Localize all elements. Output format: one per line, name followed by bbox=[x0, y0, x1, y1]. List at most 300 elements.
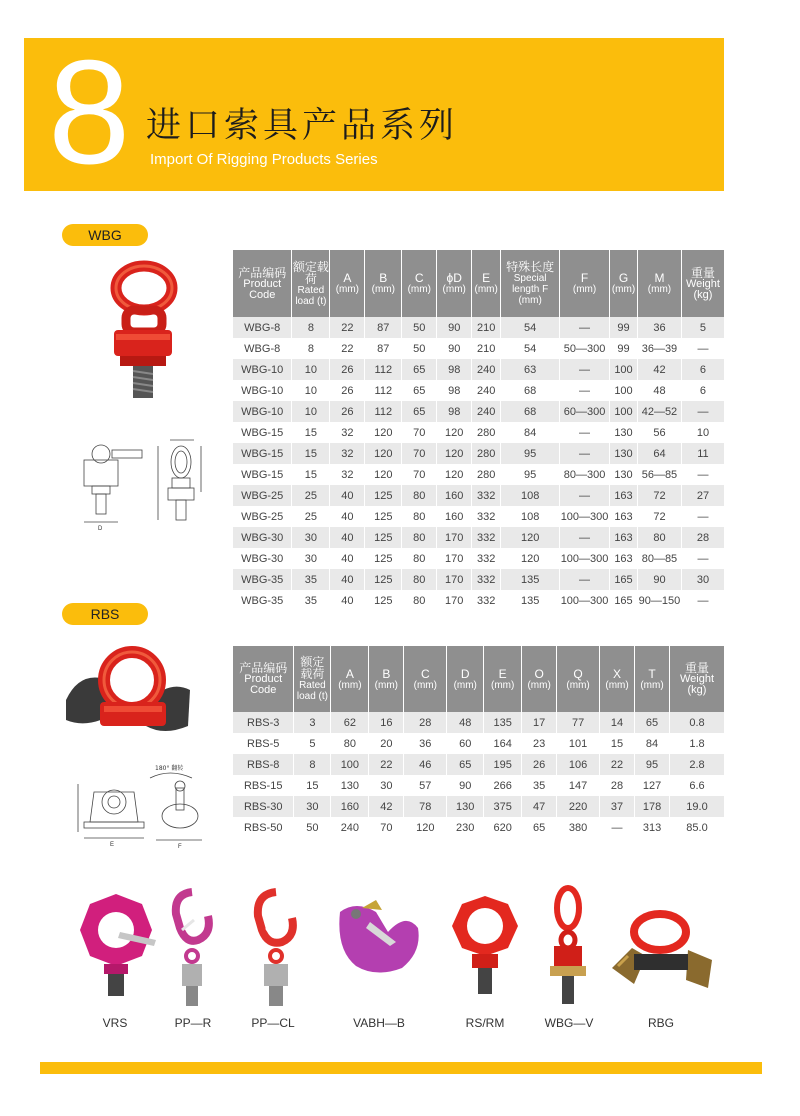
table-cell: 170 bbox=[437, 527, 472, 548]
wbg-product-photo bbox=[96, 258, 206, 408]
table-cell: 90—150 bbox=[637, 590, 681, 611]
col-g: G (mm) bbox=[610, 250, 638, 317]
table-cell: 95 bbox=[501, 464, 560, 485]
table-cell: 160 bbox=[437, 485, 472, 506]
product-label-rs-rm: RS/RM bbox=[465, 1016, 505, 1030]
col-a: A (mm) bbox=[330, 250, 365, 317]
table-cell: 2.8 bbox=[670, 754, 725, 775]
table-cell: 100 bbox=[610, 401, 638, 422]
table-cell: 100—300 bbox=[560, 506, 610, 527]
table-cell: 130 bbox=[610, 422, 638, 443]
table-cell: 15 bbox=[292, 464, 330, 485]
table-cell: 40 bbox=[330, 569, 365, 590]
wbg-spec-table bbox=[233, 250, 725, 611]
table-cell: 240 bbox=[472, 359, 501, 380]
table-cell: 170 bbox=[437, 548, 472, 569]
col-m: M (mm) bbox=[637, 250, 681, 317]
col-special-length: 特殊长度 Special length F (mm) bbox=[501, 250, 560, 317]
table-cell: 125 bbox=[365, 506, 402, 527]
table-cell: 120 bbox=[437, 422, 472, 443]
table-cell: 147 bbox=[557, 775, 600, 796]
table-cell: 36—39 bbox=[637, 338, 681, 359]
table-cell: 120 bbox=[365, 422, 402, 443]
table-cell: 78 bbox=[404, 796, 447, 817]
table-cell: 32 bbox=[330, 422, 365, 443]
table-cell: 98 bbox=[437, 359, 472, 380]
table-cell: WBG-8 bbox=[233, 317, 292, 338]
table-cell: 65 bbox=[402, 359, 437, 380]
table-cell: 80 bbox=[402, 506, 437, 527]
table-cell: 17 bbox=[522, 712, 557, 733]
table-cell: 8 bbox=[294, 754, 331, 775]
table-cell: 60—300 bbox=[560, 401, 610, 422]
table-cell: 163 bbox=[610, 506, 638, 527]
table-cell: 65 bbox=[402, 401, 437, 422]
table-cell: 163 bbox=[610, 485, 638, 506]
table-cell: 35 bbox=[522, 775, 557, 796]
table-cell: — bbox=[560, 359, 610, 380]
product-label-wbg-v: WBG—V bbox=[544, 1016, 594, 1030]
table-row bbox=[233, 775, 725, 796]
product-label-rbg: RBG bbox=[647, 1016, 674, 1030]
table-row bbox=[233, 485, 725, 506]
table-cell: 35 bbox=[292, 590, 330, 611]
table-row bbox=[233, 506, 725, 527]
product-label-vabh-b: VABH—B bbox=[353, 1016, 405, 1030]
col-f: F (mm) bbox=[560, 250, 610, 317]
footer-bar bbox=[40, 1062, 762, 1074]
table-cell: 80 bbox=[402, 485, 437, 506]
table-cell: 65 bbox=[522, 817, 557, 838]
table-cell: WBG-15 bbox=[233, 443, 292, 464]
table-cell: 30 bbox=[294, 796, 331, 817]
wbg-table-body bbox=[233, 317, 725, 611]
table-cell: 80 bbox=[402, 569, 437, 590]
table-cell: 16 bbox=[369, 712, 404, 733]
table-cell: 10 bbox=[681, 422, 724, 443]
table-cell: 5 bbox=[294, 733, 331, 754]
col-e: E (mm) bbox=[472, 250, 501, 317]
table-cell: 163 bbox=[610, 527, 638, 548]
col-d: D (mm) bbox=[447, 646, 484, 712]
table-cell: WBG-10 bbox=[233, 380, 292, 401]
table-cell: 48 bbox=[447, 712, 484, 733]
table-cell: 8 bbox=[292, 338, 330, 359]
table-cell: WBG-30 bbox=[233, 548, 292, 569]
page-title-cn: 进口索具产品系列 bbox=[146, 106, 459, 146]
table-cell: 80 bbox=[331, 733, 369, 754]
table-cell: 56—85 bbox=[637, 464, 681, 485]
wbg-technical-drawing bbox=[76, 432, 216, 532]
table-cell: 36 bbox=[637, 317, 681, 338]
table-cell: 108 bbox=[501, 485, 560, 506]
pp-cl-product-image bbox=[248, 884, 304, 1012]
table-cell: 90 bbox=[447, 775, 484, 796]
table-row bbox=[233, 359, 725, 380]
table-cell: 32 bbox=[330, 443, 365, 464]
table-cell: — bbox=[560, 317, 610, 338]
table-cell: 84 bbox=[501, 422, 560, 443]
table-cell: 22 bbox=[369, 754, 404, 775]
table-cell: RBS-5 bbox=[233, 733, 294, 754]
table-cell: 178 bbox=[635, 796, 670, 817]
table-cell: 130 bbox=[331, 775, 369, 796]
table-cell: 280 bbox=[472, 422, 501, 443]
table-cell: 332 bbox=[472, 506, 501, 527]
table-cell: 3 bbox=[294, 712, 331, 733]
table-cell: — bbox=[560, 380, 610, 401]
table-cell: 95 bbox=[501, 443, 560, 464]
table-cell: 22 bbox=[330, 317, 365, 338]
table-cell: 1.8 bbox=[670, 733, 725, 754]
table-cell: 42—52 bbox=[637, 401, 681, 422]
page-title-en: Import Of Rigging Products Series bbox=[150, 151, 378, 168]
table-cell: 100 bbox=[331, 754, 369, 775]
table-row bbox=[233, 527, 725, 548]
table-cell: RBS-15 bbox=[233, 775, 294, 796]
table-cell: 30 bbox=[681, 569, 724, 590]
table-cell: WBG-35 bbox=[233, 569, 292, 590]
table-cell: RBS-30 bbox=[233, 796, 294, 817]
table-cell: WBG-15 bbox=[233, 464, 292, 485]
table-cell: 80—300 bbox=[560, 464, 610, 485]
rbg-product-image bbox=[608, 908, 718, 996]
table-cell: 125 bbox=[365, 548, 402, 569]
svg-text:D: D bbox=[98, 526, 103, 532]
svg-text:E: E bbox=[110, 842, 115, 848]
table-cell: 0.8 bbox=[670, 712, 725, 733]
table-cell: 26 bbox=[330, 401, 365, 422]
table-cell: 27 bbox=[681, 485, 724, 506]
table-cell: 68 bbox=[501, 380, 560, 401]
table-cell: 90 bbox=[437, 338, 472, 359]
rbs-table-body bbox=[233, 712, 725, 838]
col-e: E (mm) bbox=[484, 646, 522, 712]
table-cell: 28 bbox=[600, 775, 635, 796]
table-cell: 120 bbox=[437, 443, 472, 464]
table-cell: 98 bbox=[437, 380, 472, 401]
table-cell: 37 bbox=[600, 796, 635, 817]
table-cell: 72 bbox=[637, 485, 681, 506]
table-cell: 10 bbox=[292, 380, 330, 401]
table-cell: WBG-8 bbox=[233, 338, 292, 359]
table-cell: 332 bbox=[472, 548, 501, 569]
table-cell: 240 bbox=[331, 817, 369, 838]
table-cell: 42 bbox=[369, 796, 404, 817]
table-row bbox=[233, 443, 725, 464]
table-cell: 230 bbox=[447, 817, 484, 838]
table-cell: 280 bbox=[472, 464, 501, 485]
table-cell: 70 bbox=[402, 464, 437, 485]
table-cell: 210 bbox=[472, 338, 501, 359]
table-cell: 87 bbox=[365, 317, 402, 338]
table-cell: 100 bbox=[610, 380, 638, 401]
table-cell: 64 bbox=[637, 443, 681, 464]
table-cell: 72 bbox=[637, 506, 681, 527]
table-row bbox=[233, 754, 725, 775]
vrs-product-image bbox=[72, 888, 160, 1000]
table-cell: 120 bbox=[404, 817, 447, 838]
table-cell: 120 bbox=[365, 443, 402, 464]
table-cell: — bbox=[560, 443, 610, 464]
table-cell: 20 bbox=[369, 733, 404, 754]
table-cell: 240 bbox=[472, 380, 501, 401]
table-row bbox=[233, 401, 725, 422]
table-cell: 332 bbox=[472, 527, 501, 548]
col-b: B (mm) bbox=[369, 646, 404, 712]
table-cell: 26 bbox=[330, 359, 365, 380]
table-cell: 220 bbox=[557, 796, 600, 817]
table-cell: 85.0 bbox=[670, 817, 725, 838]
table-cell: 380 bbox=[557, 817, 600, 838]
col-weight: 重量 Weight (kg) bbox=[681, 250, 724, 317]
table-cell: 15 bbox=[292, 422, 330, 443]
rbs-technical-drawing bbox=[70, 762, 210, 852]
table-cell: 25 bbox=[292, 485, 330, 506]
table-cell: 65 bbox=[402, 380, 437, 401]
table-row bbox=[233, 317, 725, 338]
table-cell: 65 bbox=[635, 712, 670, 733]
table-cell: — bbox=[600, 817, 635, 838]
table-cell: 15 bbox=[292, 443, 330, 464]
table-cell: 26 bbox=[330, 380, 365, 401]
table-cell: 26 bbox=[522, 754, 557, 775]
table-cell: 195 bbox=[484, 754, 522, 775]
table-cell: 112 bbox=[365, 401, 402, 422]
table-cell: 25 bbox=[292, 506, 330, 527]
table-cell: — bbox=[560, 527, 610, 548]
header-banner bbox=[24, 30, 724, 195]
rbs-product-photo bbox=[60, 640, 200, 740]
product-label-pp-r: PP—R bbox=[174, 1016, 212, 1030]
table-row bbox=[233, 712, 725, 733]
table-cell: — bbox=[560, 485, 610, 506]
table-cell: 30 bbox=[292, 548, 330, 569]
table-cell: 332 bbox=[472, 485, 501, 506]
table-cell: 100—300 bbox=[560, 590, 610, 611]
table-cell: 163 bbox=[610, 548, 638, 569]
table-cell: — bbox=[560, 569, 610, 590]
table-cell: 22 bbox=[330, 338, 365, 359]
table-cell: WBG-10 bbox=[233, 401, 292, 422]
table-cell: WBG-35 bbox=[233, 590, 292, 611]
table-cell: 28 bbox=[681, 527, 724, 548]
wbg-section-tag: WBG bbox=[62, 224, 148, 246]
table-cell: 210 bbox=[472, 317, 501, 338]
rbs-section-tag: RBS bbox=[62, 603, 148, 625]
table-cell: 80 bbox=[402, 527, 437, 548]
table-cell: 160 bbox=[331, 796, 369, 817]
table-cell: 164 bbox=[484, 733, 522, 754]
svg-text:F: F bbox=[178, 844, 182, 850]
table-cell: 80 bbox=[402, 590, 437, 611]
table-cell: 313 bbox=[635, 817, 670, 838]
col-t: T (mm) bbox=[635, 646, 670, 712]
product-label-vrs: VRS bbox=[102, 1016, 128, 1030]
table-cell: 6 bbox=[681, 380, 724, 401]
table-cell: 14 bbox=[600, 712, 635, 733]
table-cell: 30 bbox=[292, 527, 330, 548]
table-cell: RBS-50 bbox=[233, 817, 294, 838]
table-cell: 135 bbox=[501, 590, 560, 611]
table-cell: 50—300 bbox=[560, 338, 610, 359]
table-cell: — bbox=[681, 548, 724, 569]
table-cell: 57 bbox=[404, 775, 447, 796]
table-cell: 80 bbox=[402, 548, 437, 569]
col-b: B (mm) bbox=[365, 250, 402, 317]
table-cell: 135 bbox=[484, 712, 522, 733]
table-cell: 8 bbox=[292, 317, 330, 338]
table-cell: 240 bbox=[472, 401, 501, 422]
table-cell: 15 bbox=[294, 775, 331, 796]
table-cell: — bbox=[681, 590, 724, 611]
table-cell: 160 bbox=[437, 506, 472, 527]
table-cell: 70 bbox=[402, 422, 437, 443]
table-cell: RBS-3 bbox=[233, 712, 294, 733]
table-cell: 125 bbox=[365, 590, 402, 611]
table-cell: 332 bbox=[472, 590, 501, 611]
table-cell: 108 bbox=[501, 506, 560, 527]
col-product-code: 产品编码 Product Code bbox=[233, 646, 294, 712]
col-x: X (mm) bbox=[600, 646, 635, 712]
table-cell: 68 bbox=[501, 401, 560, 422]
vabh-b-product-image bbox=[326, 892, 426, 982]
table-cell: 170 bbox=[437, 569, 472, 590]
table-cell: 15 bbox=[600, 733, 635, 754]
table-row bbox=[233, 548, 725, 569]
table-cell: 99 bbox=[610, 338, 638, 359]
table-cell: 130 bbox=[610, 464, 638, 485]
table-cell: — bbox=[681, 506, 724, 527]
table-cell: 70 bbox=[369, 817, 404, 838]
col-c: C (mm) bbox=[402, 250, 437, 317]
table-cell: 48 bbox=[637, 380, 681, 401]
table-cell: 135 bbox=[501, 569, 560, 590]
table-cell: 375 bbox=[484, 796, 522, 817]
table-cell: WBG-25 bbox=[233, 506, 292, 527]
table-cell: 5 bbox=[681, 317, 724, 338]
table-cell: 165 bbox=[610, 590, 638, 611]
table-cell: 120 bbox=[437, 464, 472, 485]
table-cell: 84 bbox=[635, 733, 670, 754]
table-cell: 42 bbox=[637, 359, 681, 380]
rbs-spec-table bbox=[233, 646, 725, 838]
wbg-header-row bbox=[233, 250, 725, 317]
table-cell: 170 bbox=[437, 590, 472, 611]
table-cell: 47 bbox=[522, 796, 557, 817]
table-cell: 11 bbox=[681, 443, 724, 464]
table-cell: RBS-8 bbox=[233, 754, 294, 775]
table-cell: 62 bbox=[331, 712, 369, 733]
col-c: C (mm) bbox=[404, 646, 447, 712]
table-cell: 65 bbox=[447, 754, 484, 775]
table-cell: 50 bbox=[294, 817, 331, 838]
table-cell: 130 bbox=[447, 796, 484, 817]
table-cell: 95 bbox=[635, 754, 670, 775]
table-cell: 10 bbox=[292, 401, 330, 422]
table-cell: 22 bbox=[600, 754, 635, 775]
table-cell: 40 bbox=[330, 485, 365, 506]
col-a: A (mm) bbox=[331, 646, 369, 712]
table-row bbox=[233, 338, 725, 359]
table-cell: 112 bbox=[365, 359, 402, 380]
table-cell: 77 bbox=[557, 712, 600, 733]
table-row bbox=[233, 569, 725, 590]
table-cell: 32 bbox=[330, 464, 365, 485]
table-cell: — bbox=[560, 422, 610, 443]
table-cell: 19.0 bbox=[670, 796, 725, 817]
col-d: ϕD (mm) bbox=[437, 250, 472, 317]
col-q: Q (mm) bbox=[557, 646, 600, 712]
table-cell: 46 bbox=[404, 754, 447, 775]
table-cell: 54 bbox=[501, 317, 560, 338]
table-row bbox=[233, 422, 725, 443]
col-rated-load: 额定载荷 Rated load (t) bbox=[292, 250, 330, 317]
table-cell: 28 bbox=[404, 712, 447, 733]
table-cell: 100 bbox=[610, 359, 638, 380]
table-cell: — bbox=[681, 401, 724, 422]
rbs-header-row bbox=[233, 646, 725, 712]
table-cell: 620 bbox=[484, 817, 522, 838]
table-cell: 6.6 bbox=[670, 775, 725, 796]
table-cell: 60 bbox=[447, 733, 484, 754]
table-cell: 266 bbox=[484, 775, 522, 796]
table-cell: 127 bbox=[635, 775, 670, 796]
col-product-code: 产品编码 Product Code bbox=[233, 250, 292, 317]
col-rated-load: 额定载荷 Rated load (t) bbox=[294, 646, 331, 712]
wbg-v-product-image bbox=[538, 884, 598, 1010]
table-cell: — bbox=[681, 464, 724, 485]
table-cell: 10 bbox=[292, 359, 330, 380]
table-cell: WBG-25 bbox=[233, 485, 292, 506]
table-cell: 40 bbox=[330, 548, 365, 569]
table-cell: 120 bbox=[365, 464, 402, 485]
col-weight: 重量 Weight (kg) bbox=[670, 646, 725, 712]
table-cell: 101 bbox=[557, 733, 600, 754]
table-cell: 36 bbox=[404, 733, 447, 754]
table-cell: 30 bbox=[369, 775, 404, 796]
table-cell: 50 bbox=[402, 317, 437, 338]
section-number: 8 bbox=[48, 30, 127, 195]
table-row bbox=[233, 590, 725, 611]
table-cell: 90 bbox=[437, 317, 472, 338]
table-cell: 90 bbox=[637, 569, 681, 590]
table-cell: 125 bbox=[365, 527, 402, 548]
table-row bbox=[233, 380, 725, 401]
table-cell: 56 bbox=[637, 422, 681, 443]
table-cell: 87 bbox=[365, 338, 402, 359]
table-cell: 125 bbox=[365, 485, 402, 506]
table-cell: 106 bbox=[557, 754, 600, 775]
table-cell: 99 bbox=[610, 317, 638, 338]
table-cell: 40 bbox=[330, 590, 365, 611]
table-cell: WBG-15 bbox=[233, 422, 292, 443]
table-cell: 6 bbox=[681, 359, 724, 380]
table-cell: WBG-30 bbox=[233, 527, 292, 548]
table-cell: 50 bbox=[402, 338, 437, 359]
table-row bbox=[233, 817, 725, 838]
table-cell: 40 bbox=[330, 506, 365, 527]
table-cell: 165 bbox=[610, 569, 638, 590]
table-cell: 120 bbox=[501, 548, 560, 569]
table-row bbox=[233, 464, 725, 485]
rs-rm-product-image bbox=[444, 890, 526, 1000]
table-cell: 98 bbox=[437, 401, 472, 422]
table-cell: 280 bbox=[472, 443, 501, 464]
table-cell: 70 bbox=[402, 443, 437, 464]
col-o: O (mm) bbox=[522, 646, 557, 712]
table-cell: WBG-10 bbox=[233, 359, 292, 380]
